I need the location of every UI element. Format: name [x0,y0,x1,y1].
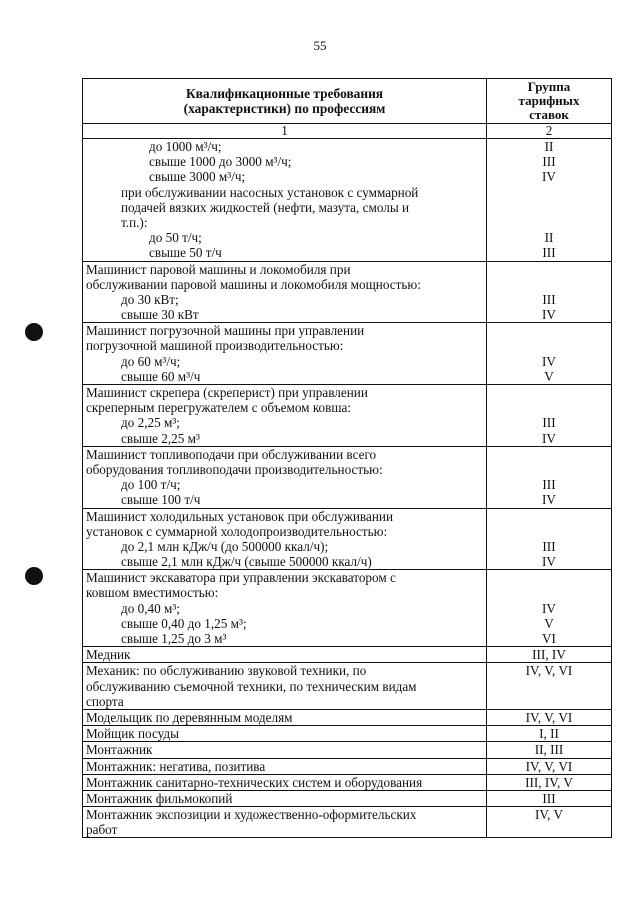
tariff-group-value: V [544,368,554,384]
tariff-group-value: IV [542,307,556,323]
profession-text-line: Монтажник фильмокопий [86,790,233,806]
tariff-group-cell [487,709,612,725]
table-row [83,758,612,774]
tariff-group-value [490,185,608,200]
tariff-group-value: III [542,477,556,493]
profession-cell [83,508,487,570]
profession-cell [83,570,487,647]
column-number-2: 2 [487,124,612,139]
profession-text-line: свыше 2,25 м³ [121,430,200,446]
profession-text-line: спорта [86,693,124,709]
profession-text-line: свыше 50 т/ч [149,245,222,261]
tariff-group-cell [487,790,612,806]
tariff-group-value: II [544,139,554,154]
tariff-group-value [490,215,608,230]
tariff-group-value [490,323,608,338]
table-row [83,570,612,647]
profession-text-line: свыше 100 т/ч [121,492,201,508]
tariff-group-value: III, IV [532,647,566,663]
profession-text-line: Мойщик посуды [86,726,179,742]
tariff-group-value [490,679,608,694]
profession-text-line: до 100 т/ч; [121,477,181,493]
tariff-group-value [490,570,608,585]
profession-text-line: Машинист холодильных установок при обслуживании [86,508,394,524]
profession-text-line: обслуживании паровой машины и локомобиля мощностью: [86,276,421,292]
table-row [83,323,612,385]
table-row [83,726,612,742]
tariff-group-value: IV, V, VI [525,709,573,725]
table-header-row [83,79,612,124]
profession-text-line: свыше 60 м³/ч [121,368,201,384]
profession-cell [83,758,487,774]
header-col2-line: ставок [529,108,569,122]
table-body [83,139,612,838]
punch-hole-upper [25,323,43,341]
profession-text-line: Машинист паровой машины и локомобиля при [86,261,351,277]
tariff-group-cell [487,139,612,262]
tariff-group-value [490,447,608,462]
table-row [83,508,612,570]
profession-text-line: работ [86,822,118,838]
table-row [83,647,612,663]
profession-text-line: до 50 т/ч; [149,230,202,246]
profession-text-line: Медник [86,647,131,663]
header-col2-line: тарифных [518,94,580,108]
tariff-group-cell [487,774,612,790]
profession-text-line: Машинист топливоподачи при обслуживании всего [86,446,377,462]
header-tariff-group [487,79,612,124]
tariff-group-value: IV [542,492,556,508]
profession-text-line: до 30 кВт; [121,291,179,307]
tariff-group-value: III [542,291,556,307]
tariff-group-cell [487,570,612,647]
profession-text-line: Монтажник [86,742,153,758]
profession-text-line: при обслуживании насосных установок с суммарной [121,184,419,200]
header-col1-line: (характеристики) по профессиям [183,101,386,116]
table-row [83,446,612,508]
profession-text-line: ковшом вместимостью: [86,585,219,601]
profession-cell [83,446,487,508]
tariff-group-value [490,385,608,400]
table-row [83,261,612,323]
profession-text-line: свыше 3000 м³/ч; [149,169,246,185]
tariff-group-value [490,200,608,215]
page-number: 55 [313,38,327,53]
profession-text-line: установок с суммарной холодопроизводительностью: [86,523,388,539]
tariff-group-value: IV, V, VI [525,663,573,679]
profession-cell [83,385,487,447]
tariff-group-cell [487,663,612,710]
tariff-group-value: I, II [539,726,559,742]
profession-cell [83,261,487,323]
tariff-group-value [490,338,608,353]
tariff-group-cell [487,323,612,385]
tariff-group-value: VI [542,631,556,646]
profession-text-line: Машинист скрепера (скреперист) при управлении [86,385,368,400]
profession-text-line: скреперным перегружателем с объемом ковша: [86,400,352,416]
tariff-group-value: IV [542,554,556,570]
header-qualification-requirements [83,79,487,124]
table-row [83,385,612,447]
column-number-1: 1 [83,124,487,139]
tariff-group-cell [487,726,612,742]
table-row [83,139,612,262]
profession-cell [83,774,487,790]
table-row [83,790,612,806]
profession-text-line: Машинист погрузочной машины при управлении [86,323,365,339]
tariff-group-cell [487,385,612,447]
qualification-table [82,78,612,838]
profession-text-line: Монтажник экспозиции и художественно-оформительских [86,807,417,823]
profession-cell [83,807,487,838]
profession-cell [83,323,487,385]
profession-text-line: до 2,25 м³; [121,415,180,431]
header-col1-line: Квалификационные требования [185,85,384,101]
tariff-group-cell [487,446,612,508]
tariff-group-value: III [542,245,556,261]
profession-text-line: Монтажник: негатива, позитива [86,758,266,774]
profession-cell [83,726,487,742]
table-row [83,807,612,838]
profession-text-line: Механик: по обслуживанию звуковой техники, по [86,663,367,679]
profession-text-line: свыше 1000 до 3000 м³/ч; [149,154,292,170]
tariff-group-value: IV [542,600,556,616]
tariff-group-value [490,277,608,292]
profession-cell [83,663,487,710]
profession-text-line: т.п.): [121,214,148,230]
tariff-group-value [490,509,608,524]
tariff-group-cell [487,261,612,323]
tariff-group-value [490,524,608,539]
profession-cell [83,790,487,806]
tariff-group-value: IV [542,169,556,185]
profession-text-line: подачей вязких жидкостей (нефти, мазута, смолы и [121,199,410,215]
profession-text-line: Машинист экскаватора при управлении экскаватором с [86,570,396,586]
tariff-group-value: III [542,790,556,806]
tariff-group-value: IV [542,430,556,446]
profession-cell [83,139,487,262]
tariff-group-value: III [542,154,556,170]
tariff-group-value: III [542,415,556,431]
profession-text-line: свыше 2,1 млн кДж/ч (свыше 500000 ккал/ч) [121,554,372,570]
header-col2-line: Группа [527,80,571,94]
column-number-row [83,124,612,139]
tariff-group-cell [487,647,612,663]
profession-cell [83,647,487,663]
profession-text-line: до 2,1 млн кДж/ч (до 500000 ккал/ч); [121,538,329,554]
tariff-group-value [490,462,608,477]
table-row [83,663,612,710]
tariff-group-value: III [542,538,556,554]
tariff-group-value [490,585,608,600]
tariff-group-value: IV, V [534,807,564,823]
table-row [83,774,612,790]
profession-text-line: обслуживанию съемочной техники, по техническим видам [86,678,417,694]
profession-cell [83,742,487,758]
tariff-group-value: II, III [534,742,564,758]
tariff-group-cell [487,508,612,570]
tariff-group-value: II [544,230,554,246]
tariff-group-cell [487,807,612,838]
profession-text-line: до 60 м³/ч; [121,353,181,369]
profession-cell [83,709,487,725]
tariff-group-value [490,262,608,277]
tariff-group-value: IV, V, VI [525,758,573,774]
profession-text-line: свыше 30 кВт [121,307,199,323]
table-row [83,709,612,725]
tariff-group-value [490,822,608,837]
tariff-group-value [490,400,608,415]
tariff-group-value [490,694,608,709]
profession-text-line: погрузочной машиной производительностью: [86,338,344,354]
tariff-group-cell [487,742,612,758]
tariff-group-value: III, IV, V [525,774,573,790]
profession-text-line: свыше 1,25 до 3 м³ [121,631,227,646]
tariff-group-value: IV [542,353,556,369]
profession-text-line: Монтажник санитарно-технических систем и оборудования [86,774,423,790]
table-row [83,742,612,758]
profession-text-line: свыше 0,40 до 1,25 м³; [121,615,247,631]
profession-text-line: до 1000 м³/ч; [149,139,222,154]
tariff-group-value: V [544,615,554,631]
profession-text-line: до 0,40 м³; [121,600,180,616]
punch-hole-lower [25,567,43,585]
profession-text-line: оборудования топливоподачи производительностью: [86,461,383,477]
profession-text-line: Модельщик по деревянным моделям [86,709,293,725]
tariff-group-cell [487,758,612,774]
